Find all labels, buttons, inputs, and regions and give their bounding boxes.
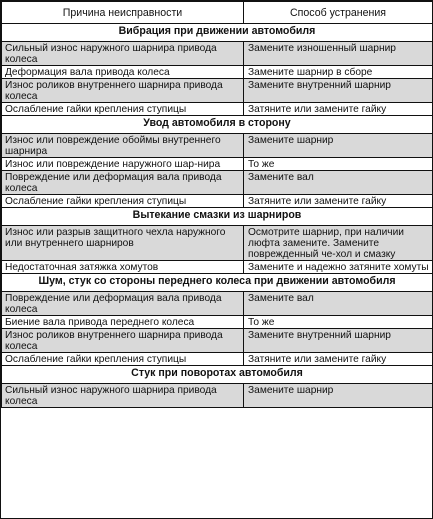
fix-cell: Замените внутренний шарнир — [244, 79, 433, 103]
table-header-row — [2, 2, 433, 24]
table-row — [2, 316, 433, 329]
table-row — [2, 171, 433, 195]
section-title: Стук при поворотах автомобиля — [2, 366, 433, 384]
table-row — [2, 353, 433, 366]
section-row — [2, 274, 433, 292]
cause-cell: Износ роликов внутреннего шарнира привода колеса — [2, 79, 244, 103]
table-body — [2, 24, 433, 408]
cause-cell: Биение вала привода переднего колеса — [2, 316, 244, 329]
header-cause: Причина неисправности — [2, 2, 244, 24]
table-row — [2, 226, 433, 261]
fix-cell: Замените вал — [244, 171, 433, 195]
table-row — [2, 329, 433, 353]
cause-cell: Ослабление гайки крепления ступицы — [2, 103, 244, 116]
troubleshooting-table — [1, 1, 433, 408]
fix-cell: Замените и надежно затяните хомуты — [244, 261, 433, 274]
section-row — [2, 116, 433, 134]
section-title: Увод автомобиля в сторону — [2, 116, 433, 134]
fix-cell: Затяните или замените гайку — [244, 195, 433, 208]
fix-cell: Замените шарнир в сборе — [244, 66, 433, 79]
cause-cell: Ослабление гайки крепления ступицы — [2, 353, 244, 366]
table-row — [2, 384, 433, 408]
section-row — [2, 208, 433, 226]
fix-cell: Затяните или замените гайку — [244, 353, 433, 366]
table-row — [2, 261, 433, 274]
fix-cell: Затяните или замените гайку — [244, 103, 433, 116]
cause-cell: Износ или повреждение обоймы внутреннего шарнира — [2, 134, 244, 158]
cause-cell: Износ или разрыв защитного чехла наружного или внутреннего шарниров — [2, 226, 244, 261]
cause-cell: Деформация вала привода колеса — [2, 66, 244, 79]
section-title: Вытекание смазки из шарниров — [2, 208, 433, 226]
fix-cell: Осмотрите шарнир, при наличии люфта замените. Замените поврежденный че-хол и смазку — [244, 226, 433, 261]
fix-cell: Замените вал — [244, 292, 433, 316]
section-row — [2, 24, 433, 42]
fix-cell: Замените шарнир — [244, 134, 433, 158]
cause-cell: Недостаточная затяжка хомутов — [2, 261, 244, 274]
cause-cell: Сильный износ наружного шарнира привода колеса — [2, 42, 244, 66]
cause-cell: Сильный износ наружного шарнира привода колеса — [2, 384, 244, 408]
table-row — [2, 195, 433, 208]
table-row — [2, 79, 433, 103]
fix-cell: То же — [244, 316, 433, 329]
table-row — [2, 66, 433, 79]
fix-cell: Замените изношенный шарнир — [244, 42, 433, 66]
cause-cell: Износ роликов внутреннего шарнира привода колеса — [2, 329, 244, 353]
cause-cell: Повреждение или деформация вала привода колеса — [2, 171, 244, 195]
table-row — [2, 103, 433, 116]
table-row — [2, 134, 433, 158]
section-title: Шум, стук со стороны переднего колеса при движении автомобиля — [2, 274, 433, 292]
fix-cell: Замените внутренний шарнир — [244, 329, 433, 353]
cause-cell: Повреждение или деформация вала привода колеса — [2, 292, 244, 316]
fix-cell: То же — [244, 158, 433, 171]
cause-cell: Износ или повреждение наружного шар-нира — [2, 158, 244, 171]
cause-cell: Ослабление гайки крепления ступицы — [2, 195, 244, 208]
table-row — [2, 292, 433, 316]
table-row — [2, 158, 433, 171]
section-title: Вибрация при движении автомобиля — [2, 24, 433, 42]
header-fix: Способ устранения — [244, 2, 433, 24]
section-row — [2, 366, 433, 384]
table-row — [2, 42, 433, 66]
fix-cell: Замените шарнир — [244, 384, 433, 408]
